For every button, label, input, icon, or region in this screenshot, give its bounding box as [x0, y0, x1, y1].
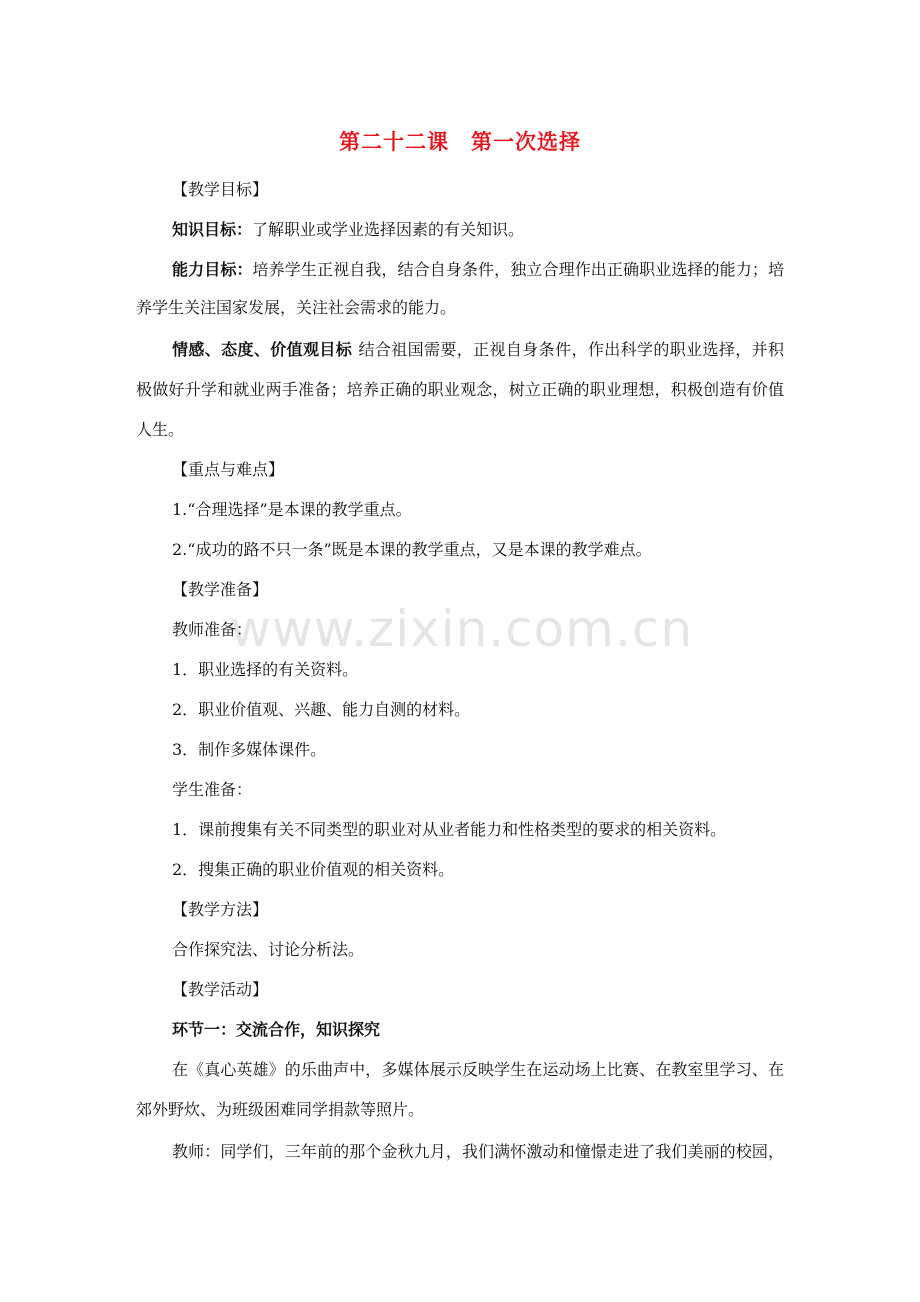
emotion-objective-line2: 极做好升学和就业两手准备；培养正确的职业观念，树立正确的职业理想，积极创造有价值	[136, 380, 784, 399]
title-lesson-number: 第二十二课	[339, 130, 449, 154]
knowledge-objective	[172, 220, 784, 240]
teacher-prep-3: 3．制作多媒体课件。	[172, 740, 327, 759]
section-heading-preparation: 【教学准备】	[172, 580, 269, 599]
watermark: www.zixin.com.cn	[230, 600, 694, 658]
ability-text: 培养学生正视自我，结合自身条件，独立合理作出正确职业选择的能力；培	[252, 260, 784, 279]
activity-step-1-heading: 环节一：交流合作，知识探究	[172, 1020, 381, 1039]
ability-label: 能力目标：	[172, 260, 253, 279]
teacher-prep-2: 2．职业价值观、兴趣、能力自测的材料。	[172, 700, 471, 719]
emotion-objective-line3: 人生。	[136, 420, 185, 439]
emotion-objective-line1	[172, 340, 784, 360]
student-prep-2: 2．搜集正确的职业价值观的相关资料。	[172, 860, 455, 879]
section-heading-key-points: 【重点与难点】	[172, 460, 285, 479]
ability-objective-line1	[172, 260, 784, 280]
teacher-prep-1: 1．职业选择的有关资料。	[172, 660, 359, 679]
title-lesson-name: 第一次选择	[471, 130, 581, 154]
key-point-2: 2.“成功的路不只一条”既是本课的教学重点，又是本课的教学难点。	[172, 540, 652, 559]
teacher-prep-label: 教师准备：	[172, 620, 253, 639]
emotion-text: 结合祖国需要，正视自身条件，作出科学的职业选择，并积	[358, 340, 784, 359]
ability-objective-line2: 养学生关注国家发展，关注社会需求的能力。	[136, 298, 457, 317]
activity-paragraph-1-line2: 郊外野炊、为班级困难同学捐款等照片。	[136, 1100, 425, 1119]
student-prep-label: 学生准备：	[172, 780, 253, 799]
emotion-label: 情感、态度、价值观目标	[172, 340, 353, 359]
activity-paragraph-1-line1: 在《真心英雄》的乐曲声中，多媒体展示反映学生在运动场上比赛、在教室里学习、在	[172, 1060, 784, 1079]
section-heading-activities: 【教学活动】	[172, 980, 269, 999]
knowledge-label: 知识目标：	[172, 220, 253, 239]
student-prep-1: 1．课前搜集有关不同类型的职业对从业者能力和性格类型的要求的相关资料。	[172, 820, 727, 839]
section-heading-objectives: 【教学目标】	[172, 180, 269, 199]
knowledge-text: 了解职业或学业选择因素的有关知识。	[252, 220, 525, 239]
section-heading-methods: 【教学方法】	[172, 900, 269, 919]
methods-text: 合作探究法、讨论分析法。	[172, 940, 365, 959]
page-title	[0, 126, 920, 156]
key-point-1: 1.“合理选择”是本课的教学重点。	[172, 500, 412, 519]
activity-paragraph-2-line1: 教师：同学们，三年前的那个金秋九月，我们满怀激动和憧憬走进了我们美丽的校园，	[172, 1142, 784, 1161]
